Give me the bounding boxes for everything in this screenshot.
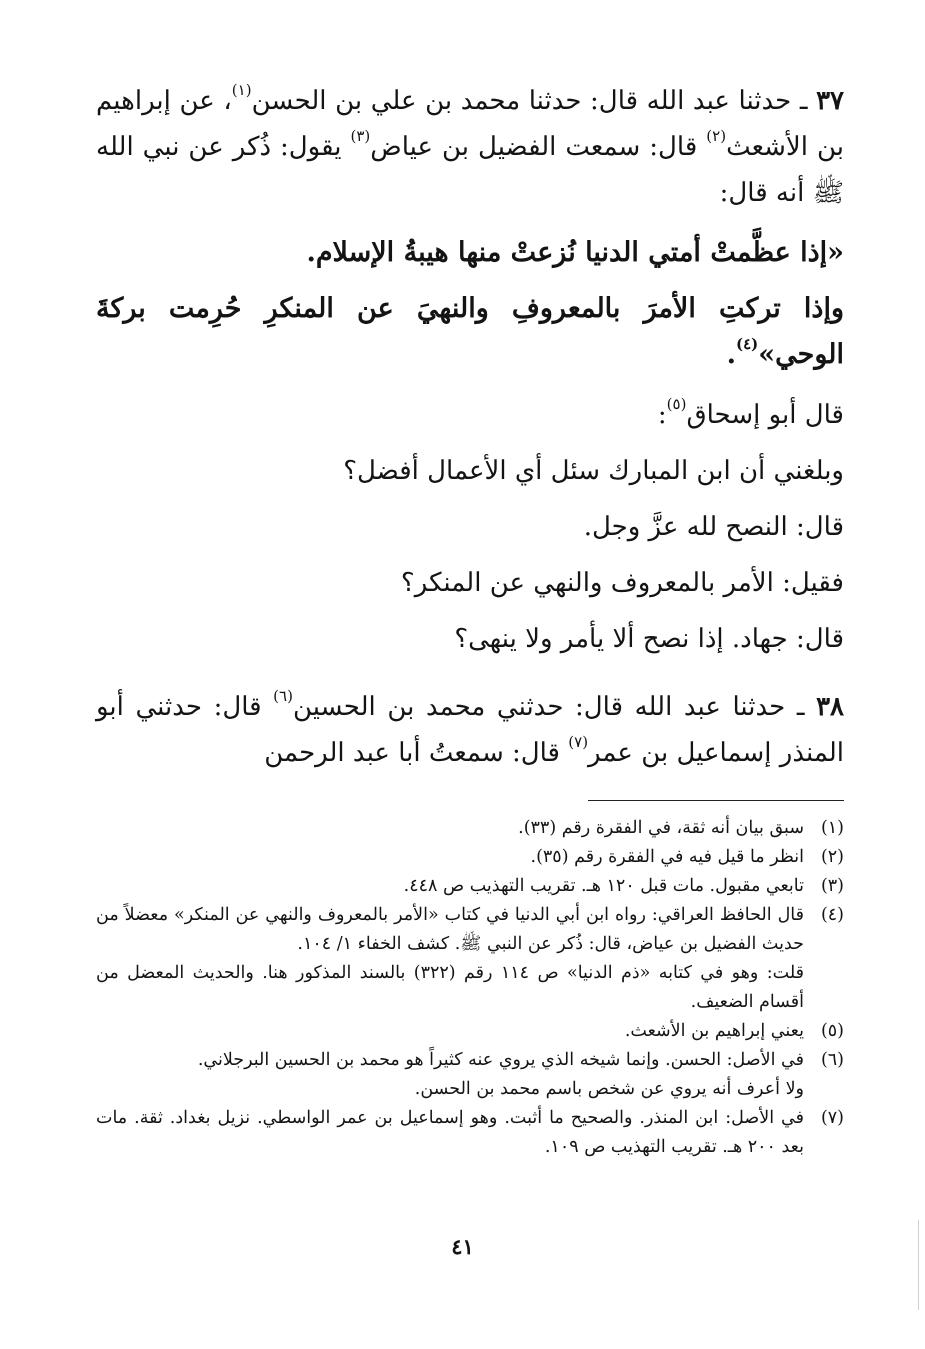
text-run: يقول: ذُكر عن نبي الله ﷺ أنه قال: [96, 132, 844, 208]
footnote-ref: (١) [231, 81, 252, 99]
text-run: ، عن إبراهيم بن الأشعث [96, 86, 844, 162]
page-edge-line [918, 1220, 919, 1310]
question-2: فقيل: الأمر بالمعروف والنهي عن المنكر؟ [400, 568, 844, 598]
footnote [96, 843, 844, 872]
footnote-body [96, 901, 804, 1017]
text-run: قال: سمعتُ أبا عبد الرحمن [264, 738, 569, 768]
footnote [96, 1017, 844, 1046]
footnote-ref: (٤) [735, 335, 759, 353]
text-run: : [657, 400, 667, 430]
footnote [96, 901, 844, 1017]
footnote-text: ولا أعرف أنه يروي عن شخص باسم محمد بن الحسن. [414, 1079, 804, 1099]
footnote-text: قلت: وهو في كتابه «ذم الدنيا» ص ١١٤ رقم (٣٢٢) بالسند المذكور هنا. والحديث المعضل من أقسام الضعيف. [96, 963, 804, 1012]
footnote-text: تابعي مقبول. مات قبل ١٢٠ هـ. تقريب التهذيب ص ٤٤٨. [403, 876, 804, 896]
paragraph-37 [96, 78, 844, 216]
footnote-ref: (٦) [273, 687, 293, 705]
paragraph-number: ٣٧ [816, 86, 845, 116]
text-run: قال: سمعت الفضيل بن عياض [370, 132, 707, 162]
text-run: وإذا تركتِ الأمرَ بالمعروفِ والنهيَ عن المنكرِ حُرِمت بركةَ الوحي» [96, 293, 844, 370]
footnote-body [96, 1104, 804, 1162]
footnote-body [96, 1046, 804, 1104]
hadith-line-2 [96, 286, 844, 378]
hadith-line-1: «إذا عظَّمتْ أمتي الدنيا نُزعتْ منها هيبةُ الإسلام. [306, 237, 844, 268]
question-1: وبلغني أن ابن المبارك سئل أي الأعمال أفضل؟ [343, 456, 844, 486]
footnote-text: سبق بيان أنه ثقة، في الفقرة رقم (٣٣). [518, 818, 804, 838]
text-run: قال أبو إسحاق [686, 400, 844, 430]
footnote-number: (٦) [820, 1050, 844, 1070]
paragraph-number: ٣٨ [816, 692, 844, 722]
text-run: ـ حدثنا عبد الله قال: حدثنا محمد بن علي بن الحسن [251, 86, 817, 116]
footnote-ref: (٧) [568, 733, 589, 751]
footnote-text: في الأصل: الحسن. وإنما شيخه الذي يروي عنه كثيراً هو محمد بن الحسين البرجلاني. [197, 1050, 804, 1070]
footnote-body [96, 1017, 804, 1046]
page-number: ٤١ [451, 1234, 474, 1259]
footnote-text: قال الحافظ العراقي: رواه ابن أبي الدنيا في كتاب «الأمر بالمعروف والنهي عن المنكر» معضلاً من حديث الفضيل بن عياض، قال: ذُكر عن النبي ﷺ. كشف الخفاء ١/ ١٠٤. [96, 905, 804, 954]
footnote-body [96, 872, 804, 901]
text-run: ـ حدثنا عبد الله قال: حدثني محمد بن الحسين [292, 692, 817, 722]
footnote-separator [588, 800, 844, 801]
footnote-text: يعني إبراهيم بن الأشعث. [624, 1021, 804, 1041]
footnote-ref: (٣) [350, 127, 371, 145]
footnote-number: (٤) [820, 905, 844, 925]
footnote-number: (٥) [820, 1021, 844, 1041]
footnote-text: في الأصل: ابن المنذر. والصحيح ما أثبت. وهو إسماعيل بن عمر الواسطي. نزيل بغداد. ثقة. مات بعد ٢٠٠ هـ. تقريب التهذيب ص ١٠٩. [96, 1108, 804, 1157]
footnote [96, 872, 844, 901]
footnote-ref: (٢) [706, 127, 727, 145]
text-run: قال: حدثني أبو المنذر إسماعيل بن عمر [96, 692, 844, 768]
footnote-number: (٢) [820, 847, 844, 867]
footnote-number: (٧) [820, 1108, 844, 1128]
footnotes [96, 814, 844, 1162]
footnote-number: (٣) [820, 876, 844, 896]
abu-ishaq-line [96, 392, 844, 438]
answer-2: قال: جهاد. إذا نصح ألا يأمر ولا ينهى؟ [454, 624, 844, 654]
main-text [96, 78, 844, 776]
footnote-body [96, 843, 804, 872]
footnote [96, 1104, 844, 1162]
answer-1: قال: النصح لله عزَّ وجل. [583, 512, 844, 542]
footnote-ref: (٥) [666, 395, 687, 413]
text-run: . [726, 339, 736, 370]
footnote-number: (١) [820, 818, 844, 838]
footnote-body [96, 814, 804, 843]
footnote [96, 814, 844, 843]
paragraph-38 [96, 684, 844, 776]
footnote-text: انظر ما قيل فيه في الفقرة رقم (٣٥). [530, 847, 804, 867]
footnote [96, 1046, 844, 1104]
